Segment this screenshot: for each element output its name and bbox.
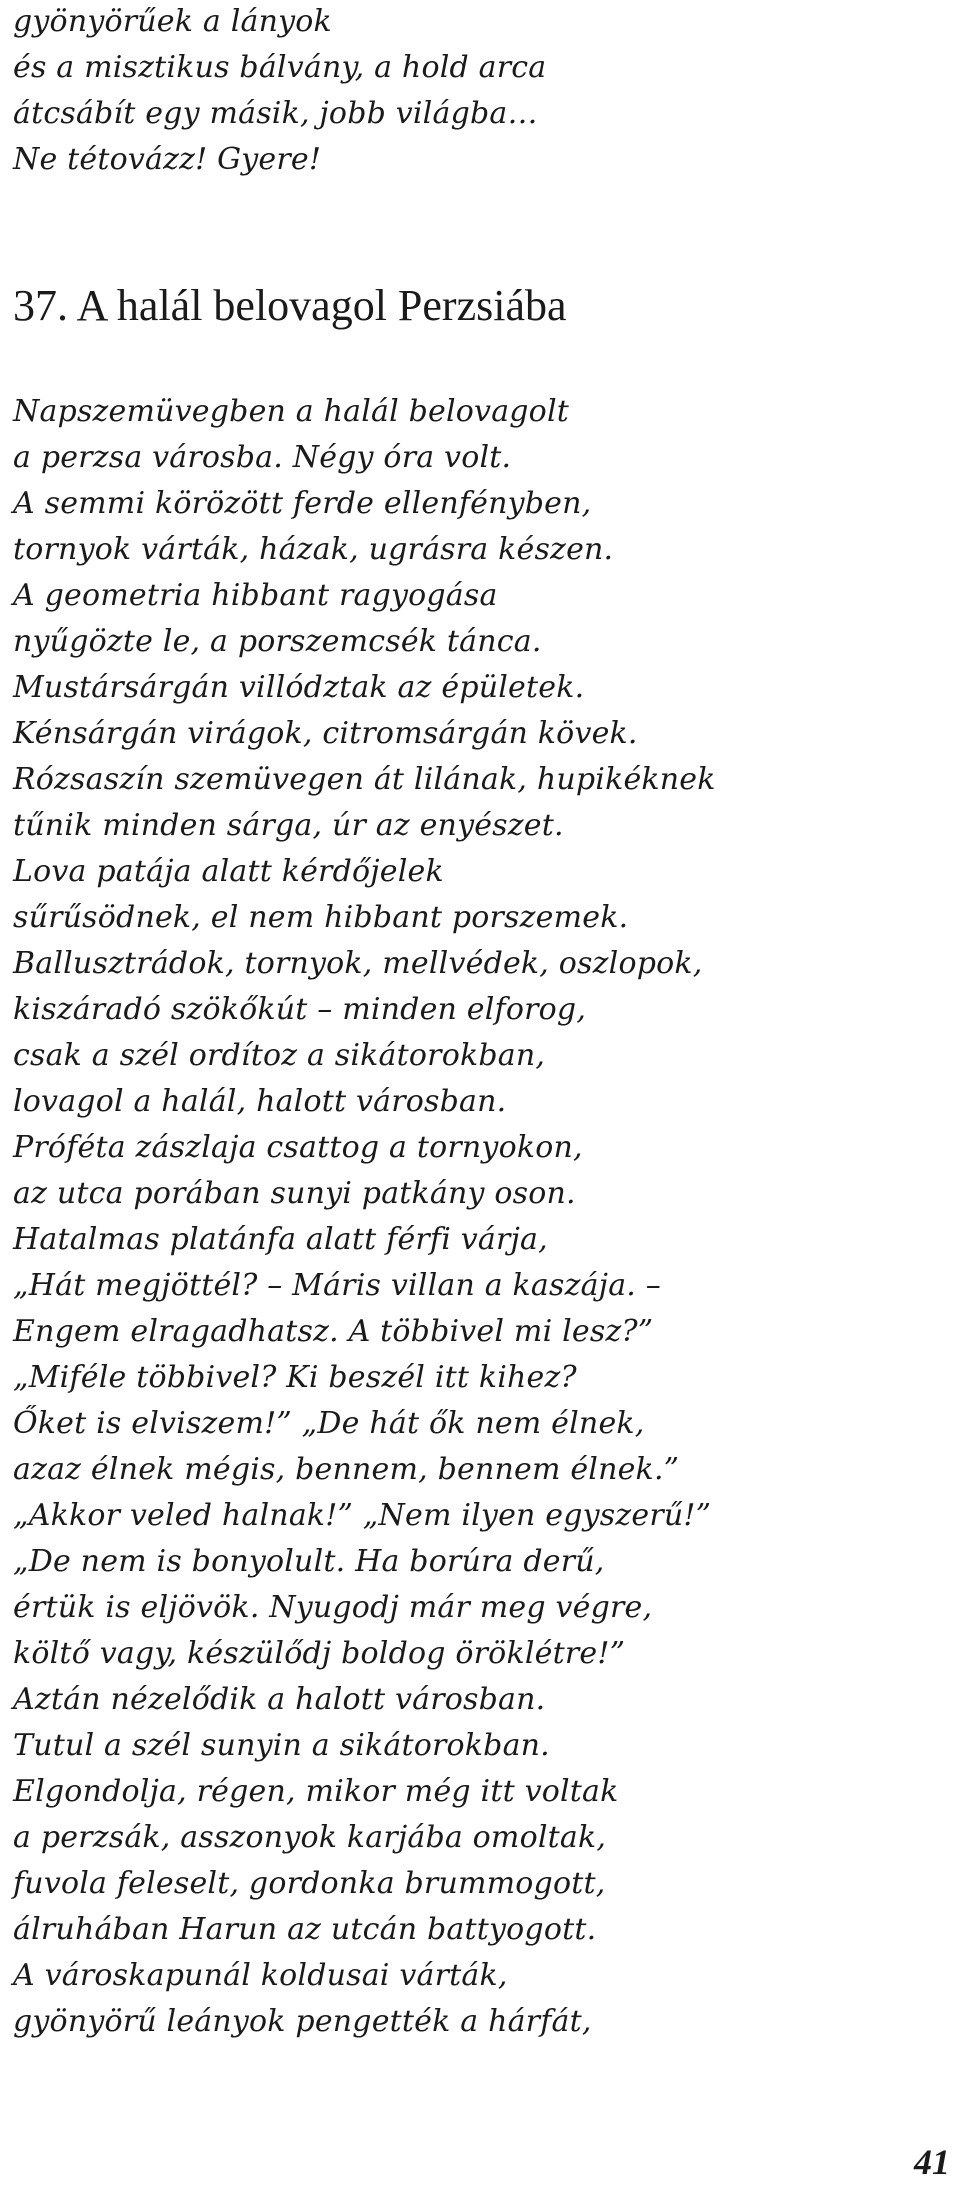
poem-line: Kénsárgán virágok, citromsárgán kövek. (13, 716, 638, 751)
poem-line: Rózsaszín szemüvegen át lilának, hupikéknek (13, 762, 716, 797)
poem-line: átcsábít egy másik, jobb világba… (13, 96, 538, 131)
poem-line: álruhában Harun az utcán battyogott. (13, 1912, 597, 1947)
poem-line: Mustársárgán villództak az épületek. (13, 670, 585, 705)
poem-line: a perzsa városba. Négy óra volt. (13, 440, 512, 475)
poem-line: Napszemüvegben a halál belovagolt (13, 394, 569, 429)
poem-line: Ballusztrádok, tornyok, mellvédek, oszlopok, (13, 946, 703, 981)
poem-line: „Miféle többivel? Ki beszél itt kihez? (13, 1360, 577, 1395)
poem-line: Tutul a szél sunyin a sikátorokban. (13, 1728, 550, 1763)
poem-line: tűnik minden sárga, úr az enyészet. (13, 808, 564, 843)
poem-line: Engem elragadhatsz. A többivel mi lesz?” (13, 1314, 654, 1349)
poem-line: költő vagy, készülődj boldog öröklétre!” (13, 1636, 626, 1671)
poem-line: és a misztikus bálvány, a hold arca (13, 50, 547, 85)
page-number: 41 (914, 2142, 950, 2182)
poem-line: Ne tétovázz! Gyere! (13, 142, 322, 177)
poem-line: Aztán nézelődik a halott városban. (13, 1682, 546, 1717)
poem-line: gyönyörű leányok pengették a hárfát, (13, 2004, 592, 2039)
poem-line: lovagol a halál, halott városban. (13, 1084, 507, 1119)
intro-stanza (13, 0, 943, 183)
poem-line: fuvola feleselt, gordonka brummogott, (13, 1866, 606, 1901)
poem-line: „Akkor veled halnak!” „Nem ilyen egyszerű!” (13, 1498, 712, 1533)
poem-line: sűrűsödnek, el nem hibbant porszemek. (13, 900, 629, 935)
poem-line: Lova patája alatt kérdőjelek (13, 854, 444, 889)
poem-body (13, 389, 943, 2045)
poem-line: nyűgözte le, a porszemcsék tánca. (13, 624, 542, 659)
poem-line: Elgondolja, régen, mikor még itt voltak (13, 1774, 619, 1809)
poem-line: A semmi körözött ferde ellenfényben, (13, 486, 592, 521)
poem-line: „Hát megjöttél? – Máris villan a kaszája. – (13, 1268, 661, 1303)
poem-line: tornyok várták, házak, ugrásra készen. (13, 532, 614, 567)
poem-line: azaz élnek mégis, bennem, bennem élnek.” (13, 1452, 680, 1487)
poem-line: Hatalmas platánfa alatt férfi várja, (13, 1222, 548, 1257)
poem-line: Őket is elviszem!” „De hát ők nem élnek, (13, 1406, 645, 1441)
poem-line: Próféta zászlaja csattog a tornyokon, (13, 1130, 583, 1165)
poem-line: „De nem is bonyolult. Ha borúra derű, (13, 1544, 605, 1579)
poem-line: értük is eljövök. Nyugodj már meg végre, (13, 1590, 653, 1625)
poem-line: A geometria hibbant ragyogása (13, 578, 498, 613)
poem-line: kiszáradó szökőkút – minden elforog, (13, 992, 587, 1027)
poem-line: az utca porában sunyi patkány oson. (13, 1176, 576, 1211)
poem-title: 37. A halál belovagol Perzsiába (13, 281, 567, 330)
poem-line: A városkapunál koldusai várták, (13, 1958, 508, 1993)
poem-line: gyönyörűek a lányok (13, 4, 332, 39)
poem-line: a perzsák, asszonyok karjába omoltak, (13, 1820, 607, 1855)
poem-line: csak a szél ordítoz a sikátorokban, (13, 1038, 546, 1073)
